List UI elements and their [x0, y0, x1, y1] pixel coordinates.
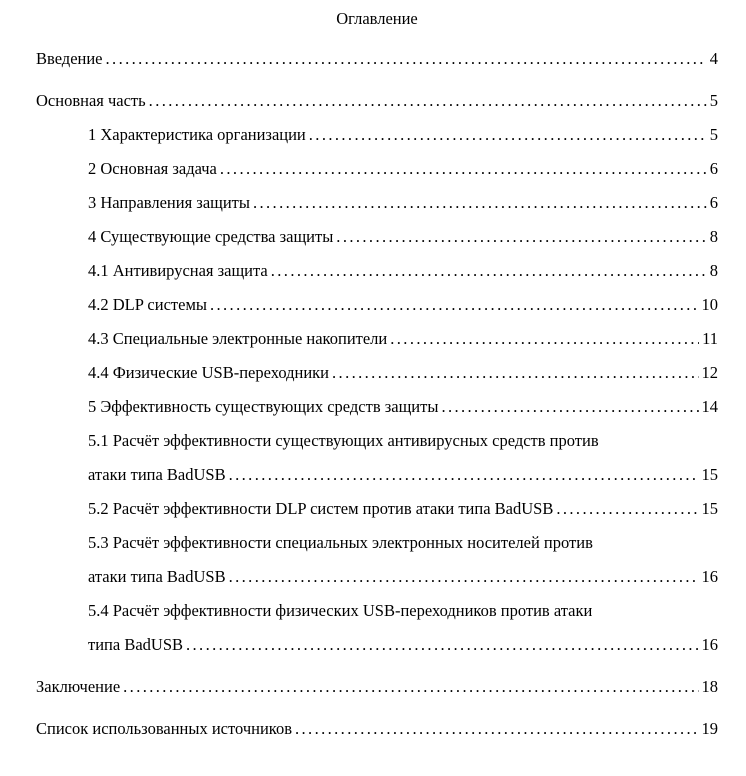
toc-entry-text: Основная часть [36, 91, 146, 110]
toc-entry-leader [210, 288, 699, 322]
toc-entry-leader [149, 84, 707, 118]
toc-entry[interactable] [36, 42, 718, 76]
toc-entry-page: 5 [709, 125, 718, 144]
toc-entry[interactable] [36, 712, 718, 746]
toc-entry[interactable] [36, 356, 718, 390]
toc-entry[interactable] [36, 254, 718, 288]
toc-entry[interactable] [36, 492, 718, 526]
toc-entry-leader [123, 670, 698, 704]
toc-entry-leader [229, 560, 699, 594]
toc-entry[interactable] [36, 424, 718, 458]
toc-entry-text: 5.1 Расчёт эффективности существующих антивирусных средств против [88, 431, 599, 450]
toc-entry-page: 15 [701, 499, 718, 518]
toc-entry-text: типа BadUSB [88, 635, 183, 654]
toc-entry-page: 19 [701, 719, 718, 738]
toc-entry-page: 6 [709, 193, 718, 212]
toc-entry-page: 14 [701, 397, 718, 416]
toc-entry[interactable] [36, 322, 718, 356]
toc-entry-page: 15 [701, 465, 718, 484]
toc-entry[interactable] [36, 594, 718, 628]
toc-entry[interactable] [36, 458, 718, 492]
toc-entry[interactable] [36, 152, 718, 186]
toc-entry-leader [556, 492, 698, 526]
toc-entry[interactable] [36, 390, 718, 424]
toc-entry-text: 5.2 Расчёт эффективности DLP систем против атаки типа BadUSB [88, 499, 554, 518]
toc-entry-leader [390, 322, 699, 356]
toc-entry-text: 5.3 Расчёт эффективности специальных электронных носителей против [88, 533, 593, 552]
toc-entry-leader [271, 254, 707, 288]
toc-entry-leader [332, 356, 698, 390]
toc-entry-text: 5.4 Расчёт эффективности физических USB-переходников против атаки [88, 601, 593, 620]
toc-entry-page: 11 [702, 329, 718, 348]
toc-entry[interactable] [36, 186, 718, 220]
toc-entry-leader [253, 186, 707, 220]
toc-entry-text: Введение [36, 49, 103, 68]
toc-entry-page: 12 [701, 363, 718, 382]
toc-entry[interactable] [36, 84, 718, 118]
toc-entry-page: 10 [701, 295, 718, 314]
toc-entry-leader [441, 390, 698, 424]
toc-title: Оглавление [336, 9, 418, 28]
toc-entry-page: 16 [701, 635, 718, 654]
toc-list [36, 42, 718, 746]
toc-entry-leader [336, 220, 706, 254]
toc-entry-page: 5 [709, 91, 718, 110]
toc-entry-leader [229, 458, 699, 492]
toc-entry[interactable] [36, 220, 718, 254]
toc-entry-text: атаки типа BadUSB [88, 567, 226, 586]
toc-entry-text: 4.3 Специальные электронные накопители [88, 329, 388, 348]
toc-entry-page: 4 [709, 49, 718, 68]
toc-entry-text: Список использованных источников [36, 719, 292, 738]
toc-entry-page: 16 [701, 567, 718, 586]
toc-entry[interactable] [36, 118, 718, 152]
toc-entry-leader [186, 628, 699, 662]
toc-entry-text: Заключение [36, 677, 121, 696]
toc-entry[interactable] [36, 526, 718, 560]
toc-entry[interactable] [36, 560, 718, 594]
toc-entry-page: 18 [701, 677, 718, 696]
toc-entry-text: 2 Основная задача [88, 159, 217, 178]
toc-entry-text: 4 Существующие средства защиты [88, 227, 334, 246]
toc-entry[interactable] [36, 670, 718, 704]
toc-entry[interactable] [36, 288, 718, 322]
toc-entry-page: 6 [709, 159, 718, 178]
toc-entry-text: 5 Эффективность существующих средств защиты [88, 397, 439, 416]
toc-entry-text: 4.1 Антивирусная защита [88, 261, 268, 280]
toc-entry-page: 8 [709, 227, 718, 246]
toc-entry-leader [220, 152, 707, 186]
toc-entry-leader [295, 712, 699, 746]
toc-entry-text: 4.4 Физические USB-переходники [88, 363, 330, 382]
toc-entry-text: атаки типа BadUSB [88, 465, 226, 484]
toc-entry-page: 8 [709, 261, 718, 280]
toc-entry-text: 3 Направления защиты [88, 193, 250, 212]
toc-entry-text: 4.2 DLP системы [88, 295, 207, 314]
toc-entry-leader [106, 42, 707, 76]
toc-entry[interactable] [36, 628, 718, 662]
toc-entry-leader [309, 118, 707, 152]
toc-entry-text: 1 Характеристика организации [88, 125, 306, 144]
